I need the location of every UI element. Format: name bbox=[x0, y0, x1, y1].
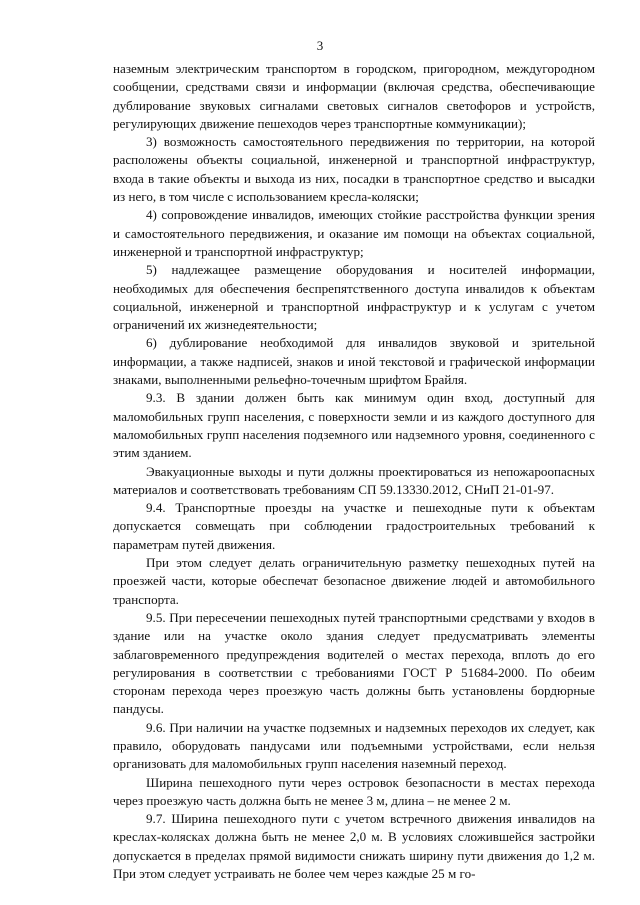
paragraph-marking: При этом следует делать ограничительную разметку пешеходных путей на проезжей части, которые обеспечат безопасное движение людей и автомобильного транспорта. bbox=[113, 555, 595, 607]
paragraph-9-5: 9.5. При пересечении пешеходных путей транспортными средствами у входов в здание или на участке около здания следует предусматривать элементы заблаговременного предупреждения водителей о местах перехода, вплоть до его регулирования в соответствии с требованиями ГОСТ Р 51684-2000. По обеим сторонам перехода через проезжую часть должны быть установлены бордюрные пандусы. bbox=[113, 609, 595, 717]
paragraph-9-6: 9.6. При наличии на участке подземных и надземных переходов их следует, как правило, оборудовать пандусами или подъемными устройствами, если нельзя организовать для маломобильных групп населения наземный переход. bbox=[113, 719, 595, 772]
paragraph-island-width: Ширина пешеходного пути через островок безопасности в местах перехода через проезжую часть должна быть не менее 3 м, длина – не менее 2 м. bbox=[113, 774, 595, 808]
paragraph-item-3: 3) возможность самостоятельного передвижения по территории, на которой расположены объекты социальной, инженерной и транспортной инфраструктур, входа в такие объекты и выхода из них, посадки в транспортное средство и высадки из него, в том числе с использованием кресла-коляски; bbox=[113, 134, 595, 205]
page-number: 3 bbox=[316, 38, 324, 53]
paragraph-9-3: 9.3. В здании должен быть как минимум один вход, доступный для маломобильных групп населения, с поверхности земли и из каждого доступного для маломобильных групп населения подземного или надземного уровня, соединенного с этим зданием. bbox=[113, 390, 595, 461]
paragraph-evacuation: Эвакуационные выходы и пути должны проектироваться из непожароопасных материалов и соответствовать требованиям СП 59.13330.2012, СНиП 21-01-97. bbox=[113, 463, 595, 497]
paragraph-9-4: 9.4. Транспортные проезды на участке и пешеходные пути к объектам допускается совмещать при соблюдении градостроительных требований к параметрам путей движения. bbox=[113, 500, 595, 552]
paragraph-item-6: 6) дублирование необходимой для инвалидов звуковой и зрительной информации, а также надписей, знаков и иной текстовой и графической информации знаками, выполненными рельефно-точечным шрифтом Брайля. bbox=[113, 335, 595, 388]
paragraph-item-5: 5) надлежащее размещение оборудования и носителей информации, необходимых для обеспечения беспрепятственного доступа инвалидов к объектам социальной, инженерной и транспортной инфраструктур и к услугам с учетом ограничений их жизнедеятельности; bbox=[113, 262, 595, 333]
paragraph-item-4: 4) сопровождение инвалидов, имеющих стойкие расстройства функции зрения и самостоятельного передвижения, и оказание им помощи на объектах социальной, инженерной и транспортной инфраструктур; bbox=[113, 207, 595, 259]
paragraph-9-7: 9.7. Ширина пешеходного пути с учетом встречного движения инвалидов на креслах-колясках должна быть не менее 2,0 м. В условиях сложившейся застройки допускается в пределах прямой видимости снижать ширину пути движения до 1,2 м. При этом следует устраивать не более чем через каждые 25 м го- bbox=[113, 811, 595, 882]
paragraph-continuation: наземным электрическим транспортом в городском, пригородном, междугородном сообщении, средствами связи и информации (включая средства, обеспечивающие дублирование звуковых сигналами световых сигналов светофоров и устройств, регулирующих движение пешеходов через транспортные коммуникации); bbox=[113, 61, 595, 131]
body-text bbox=[113, 60, 595, 883]
